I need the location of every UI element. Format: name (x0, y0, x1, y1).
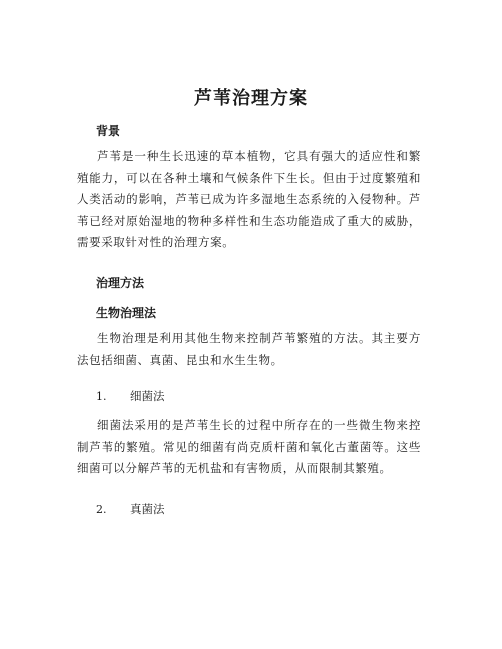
section-heading-background: 背景 (96, 124, 121, 138)
biological-paragraph: 生物治理是利用其他生物来控制芦苇繁殖的方法。其主要方法包括细菌、真菌、昆虫和水生生物。 (77, 331, 421, 367)
bacteria-paragraph: 细菌法采用的是芦苇生长的过程中所存在的一些微生物来控制芦苇的繁殖。常见的细菌有尚克质杆菌和氧化古董菌等。这些细菌可以分解芦苇的无机盐和有害物质，从而限制其繁殖。 (77, 418, 421, 475)
document-title: 芦苇治理方案 (194, 88, 308, 109)
list-label: 真菌法 (130, 502, 165, 516)
list-label: 细菌法 (130, 389, 165, 403)
background-paragraph: 芦苇是一种生长迅速的草本植物，它具有强大的适应性和繁殖能力，可以在各种土壤和气候条件下生长。但由于过度繁殖和人类活动的影响，芦苇已成为许多湿地生态系统的入侵物种。芦苇已经对原始湿地的物种多样性和生态功能造成了重大的威胁，需要采取针对性的治理方案。 (77, 149, 421, 249)
list-number: 1. (96, 390, 107, 403)
section-heading-biological: 生物治理法 (96, 306, 157, 320)
list-number: 2. (96, 503, 107, 516)
section-heading-methods: 治理方法 (96, 276, 145, 290)
list-item-bacteria (96, 388, 165, 404)
list-item-fungi (96, 501, 165, 517)
